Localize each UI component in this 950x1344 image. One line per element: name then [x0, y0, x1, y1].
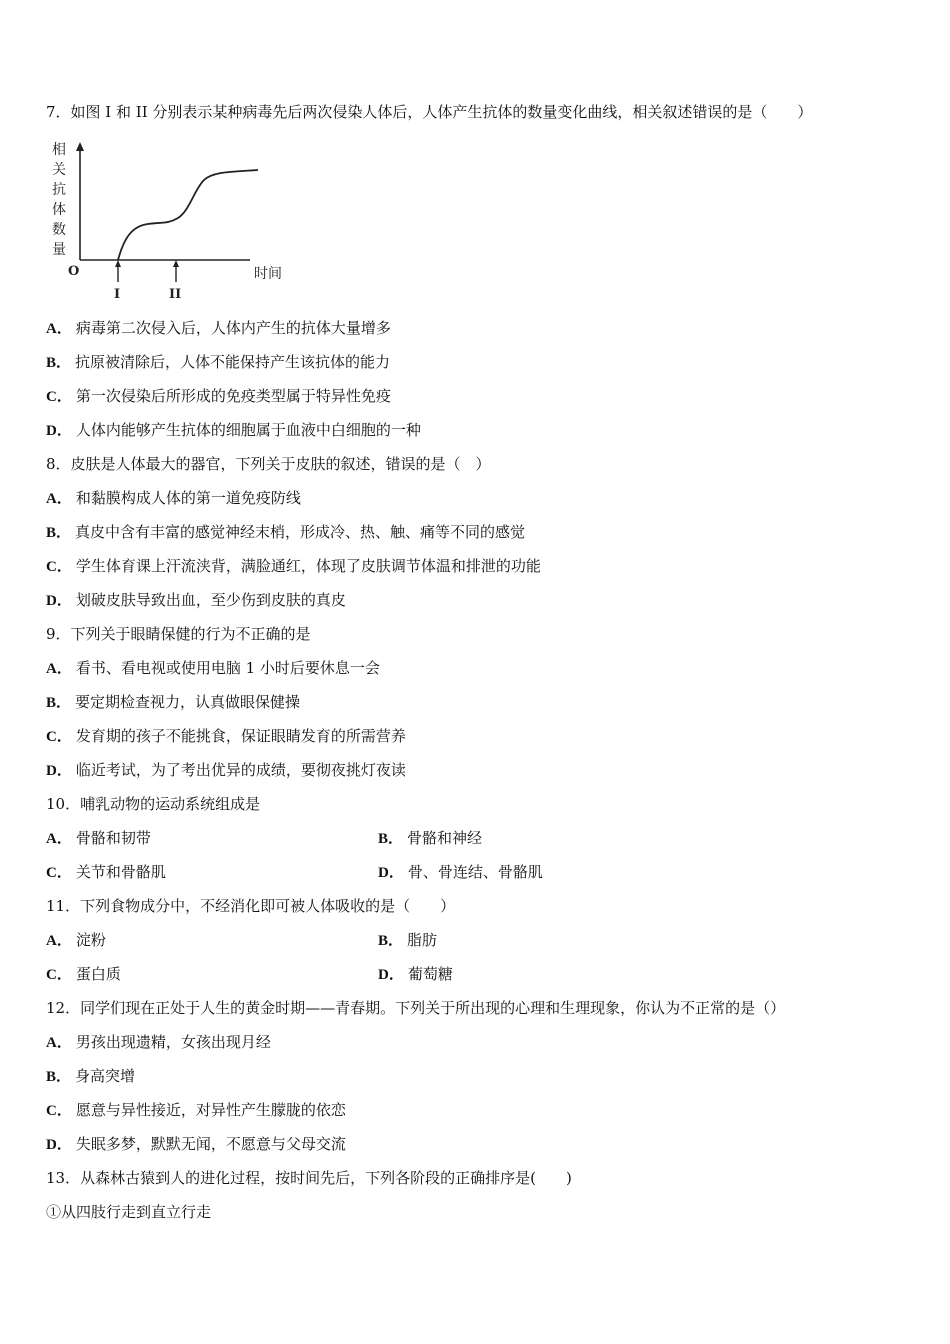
- q7-option-c: [46, 386, 391, 407]
- option-label: A．: [46, 491, 72, 507]
- option-text: 看书、看电视或使用电脑 1 小时后要休息一会: [75, 659, 380, 677]
- option-text: 抗原被清除后，人体不能保持产生该抗体的能力: [75, 353, 391, 371]
- question-13-stem: 13．从森林古猿到人的进化过程，按时间先后，下列各阶段的正确排序是( ): [46, 1169, 572, 1187]
- y-axis-label: [52, 141, 66, 258]
- question-9-stem: 9．下列关于眼睛保健的行为不正确的是: [46, 625, 311, 643]
- q11-option-c: [46, 964, 121, 985]
- option-label: C．: [46, 865, 72, 881]
- q12-option-b: [46, 1066, 135, 1087]
- option-text: 骨骼和神经: [407, 829, 483, 847]
- option-text: 淀粉: [75, 931, 106, 949]
- option-label: A．: [46, 321, 72, 337]
- option-label: D．: [46, 763, 72, 779]
- option-text: 和黏膜构成人体的第一道免疫防线: [75, 489, 301, 507]
- q12-option-a: [46, 1032, 271, 1053]
- option-text: 病毒第二次侵入后，人体内产生的抗体大量增多: [75, 319, 391, 337]
- marker-label-1: I: [114, 287, 121, 302]
- option-label: C．: [46, 729, 72, 745]
- origin-label: O: [68, 264, 80, 279]
- q10-option-b: [378, 828, 482, 849]
- q10-option-d: [378, 862, 543, 883]
- option-text: 划破皮肤导致出血，至少伤到皮肤的真皮: [75, 591, 346, 609]
- option-label: D．: [46, 423, 72, 439]
- q9-option-c: [46, 726, 406, 747]
- question-7-stem: 7．如图 I 和 II 分别表示某种病毒先后两次侵染人体后，人体产生抗体的数量变化曲线，相关叙述错误的是（ ）: [46, 103, 813, 121]
- option-text: 男孩出现遗精，女孩出现月经: [75, 1033, 271, 1051]
- option-label: B．: [46, 355, 72, 371]
- question-12-stem: 12．同学们现在正处于人生的黄金时期——青春期。下列关于所出现的心理和生理现象，你认为不正常的是（）: [46, 999, 786, 1017]
- option-label: B．: [46, 695, 72, 711]
- y-label-char: 量: [52, 242, 66, 258]
- option-label: B．: [378, 933, 404, 949]
- option-label: A．: [46, 831, 72, 847]
- option-label: D．: [46, 1137, 72, 1153]
- marker-label-2: II: [169, 287, 182, 302]
- option-text: 关节和骨骼肌: [75, 863, 166, 881]
- question-8-stem: 8．皮肤是人体最大的器官，下列关于皮肤的叙述，错误的是（ ）: [46, 455, 491, 473]
- option-text: 失眠多梦，默默无闻，不愿意与父母交流: [75, 1135, 346, 1153]
- option-text: 葡萄糖: [407, 965, 453, 983]
- option-text: 学生体育课上汗流浃背，满脸通红，体现了皮肤调节体温和排泄的功能: [75, 557, 541, 575]
- q13-item-1: ①从四肢行走到直立行走: [46, 1203, 212, 1221]
- option-label: D．: [46, 593, 72, 609]
- option-text: 蛋白质: [75, 965, 121, 983]
- option-label: C．: [46, 389, 72, 405]
- option-label: B．: [46, 1069, 72, 1085]
- option-text: 第一次侵染后所形成的免疫类型属于特异性免疫: [75, 387, 391, 405]
- option-label: D．: [378, 967, 404, 983]
- q8-option-c: [46, 556, 541, 577]
- q11-option-b: [378, 930, 437, 951]
- option-text: 真皮中含有丰富的感觉神经末梢，形成冷、热、触、痛等不同的感觉: [75, 523, 526, 541]
- q9-option-a: [46, 658, 380, 679]
- option-text: 临近考试，为了考出优异的成绩，要彻夜挑灯夜读: [75, 761, 406, 779]
- q9-option-d: [46, 760, 406, 781]
- q7-option-d: [46, 420, 421, 441]
- option-text: 愿意与异性接近，对异性产生朦胧的依恋: [75, 1101, 346, 1119]
- question-10-stem: 10．哺乳动物的运动系统组成是: [46, 795, 261, 813]
- option-label: B．: [378, 831, 404, 847]
- y-label-char: 抗: [52, 182, 66, 198]
- q10-option-a: [46, 828, 151, 849]
- antibody-curve: [118, 170, 258, 260]
- option-text: 人体内能够产生抗体的细胞属于血液中白细胞的一种: [75, 421, 421, 439]
- option-text: 身高突增: [75, 1067, 136, 1085]
- option-label: A．: [46, 1035, 72, 1051]
- y-label-char: 相: [52, 142, 66, 158]
- option-text: 要定期检查视力，认真做眼保健操: [75, 693, 301, 711]
- option-label: A．: [46, 661, 72, 677]
- q11-option-a: [46, 930, 106, 951]
- option-label: A．: [46, 933, 72, 949]
- antibody-chart: [44, 138, 304, 303]
- q12-option-d: [46, 1134, 346, 1155]
- x-axis-label: 时间: [254, 266, 282, 282]
- option-text: 骨骼和韧带: [75, 829, 151, 847]
- marker-arrowhead-1: [115, 260, 121, 267]
- option-text: 脂肪: [407, 931, 438, 949]
- q11-option-d: [378, 964, 453, 985]
- q7-option-a: [46, 318, 391, 339]
- q7-option-b: [46, 352, 390, 373]
- y-label-char: 数: [52, 222, 66, 238]
- q8-option-b: [46, 522, 525, 543]
- y-label-char: 关: [52, 162, 66, 178]
- option-label: C．: [46, 967, 72, 983]
- option-label: C．: [46, 559, 72, 575]
- y-label-char: 体: [52, 202, 66, 218]
- option-text: 发育期的孩子不能挑食，保证眼睛发育的所需营养: [75, 727, 406, 745]
- q8-option-d: [46, 590, 346, 611]
- q12-option-c: [46, 1100, 346, 1121]
- y-axis-arrow: [76, 142, 84, 151]
- option-label: B．: [46, 525, 72, 541]
- q9-option-b: [46, 692, 300, 713]
- option-label: C．: [46, 1103, 72, 1119]
- q10-option-c: [46, 862, 166, 883]
- marker-arrowhead-2: [173, 260, 179, 267]
- option-text: 骨、骨连结、骨骼肌: [407, 863, 543, 881]
- q8-option-a: [46, 488, 301, 509]
- question-11-stem: 11．下列食物成分中，不经消化即可被人体吸收的是（ ）: [46, 897, 456, 915]
- option-label: D．: [378, 865, 404, 881]
